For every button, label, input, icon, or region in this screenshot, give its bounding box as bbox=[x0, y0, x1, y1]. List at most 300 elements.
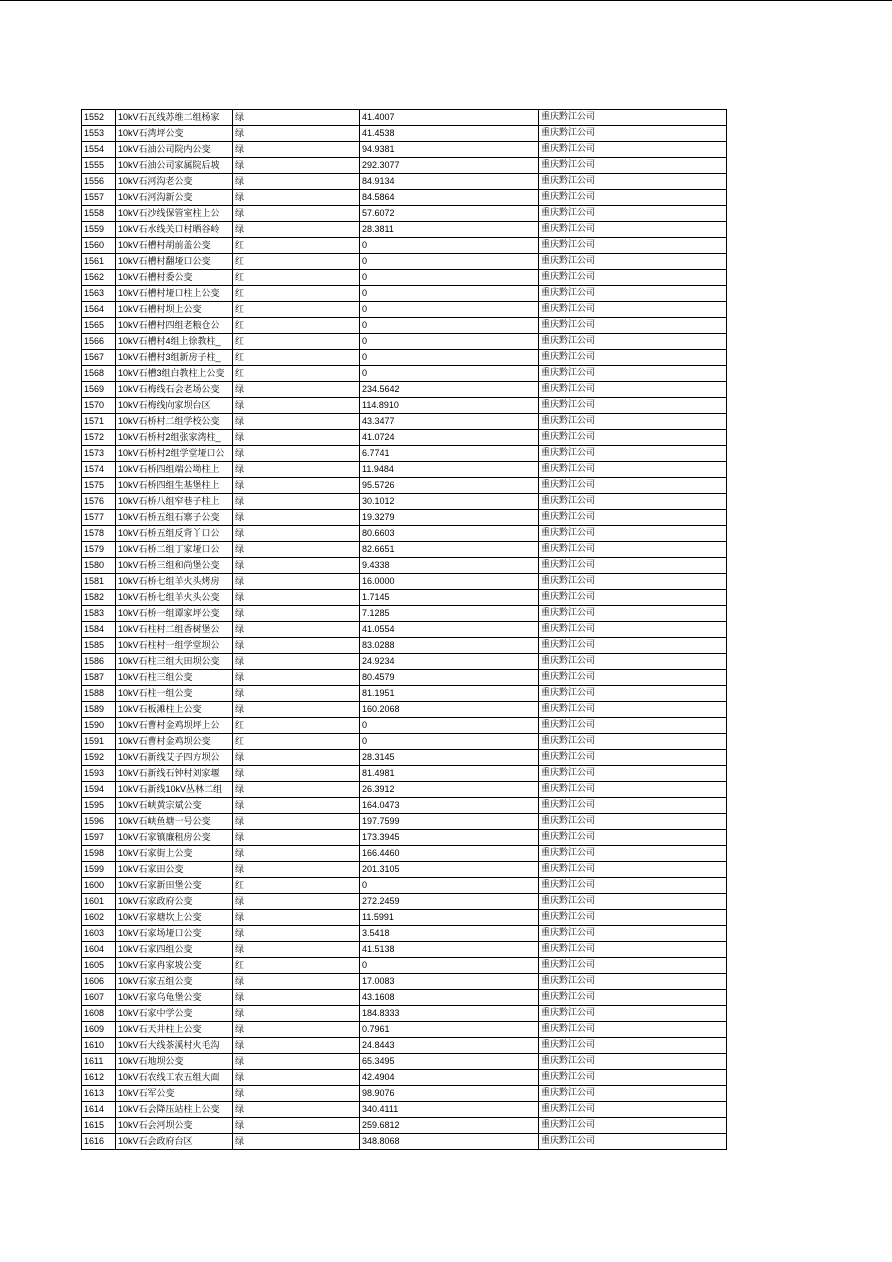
company-cell: 重庆黔江公司 bbox=[539, 894, 727, 910]
table-row bbox=[82, 254, 727, 270]
value-cell: 0.7961 bbox=[360, 1022, 539, 1038]
transformer-name-cell: 10kV石军公变 bbox=[116, 1086, 233, 1102]
transformer-name-cell: 10kV石柱村二组香树堡公 bbox=[116, 622, 233, 638]
value-cell: 17.0083 bbox=[360, 974, 539, 990]
row-id-cell: 1593 bbox=[82, 766, 116, 782]
status-cell: 红 bbox=[233, 334, 360, 350]
table-row bbox=[82, 1054, 727, 1070]
row-id-cell: 1570 bbox=[82, 398, 116, 414]
row-id-cell: 1573 bbox=[82, 446, 116, 462]
table-row bbox=[82, 270, 727, 286]
status-cell: 绿 bbox=[233, 766, 360, 782]
table-row bbox=[82, 542, 727, 558]
status-cell: 绿 bbox=[233, 686, 360, 702]
row-id-cell: 1563 bbox=[82, 286, 116, 302]
table-row bbox=[82, 622, 727, 638]
company-cell: 重庆黔江公司 bbox=[539, 494, 727, 510]
table-row bbox=[82, 814, 727, 830]
company-cell: 重庆黔江公司 bbox=[539, 446, 727, 462]
status-cell: 绿 bbox=[233, 798, 360, 814]
status-cell: 绿 bbox=[233, 190, 360, 206]
value-cell: 0 bbox=[360, 270, 539, 286]
table-row bbox=[82, 1006, 727, 1022]
table-row bbox=[82, 558, 727, 574]
status-cell: 红 bbox=[233, 270, 360, 286]
company-cell: 重庆黔江公司 bbox=[539, 1086, 727, 1102]
transformer-name-cell: 10kV石水线关口村晒谷岭 bbox=[116, 222, 233, 238]
value-cell: 348.8068 bbox=[360, 1134, 539, 1150]
value-cell: 41.0554 bbox=[360, 622, 539, 638]
company-cell: 重庆黔江公司 bbox=[539, 430, 727, 446]
page-top-rule bbox=[0, 0, 892, 1]
transformer-name-cell: 10kV石曹村金鸡坝坪上公 bbox=[116, 718, 233, 734]
company-cell: 重庆黔江公司 bbox=[539, 174, 727, 190]
status-cell: 绿 bbox=[233, 222, 360, 238]
row-id-cell: 1602 bbox=[82, 910, 116, 926]
transformer-name-cell: 10kV石家五组公变 bbox=[116, 974, 233, 990]
status-cell: 绿 bbox=[233, 1134, 360, 1150]
status-cell: 绿 bbox=[233, 142, 360, 158]
company-cell: 重庆黔江公司 bbox=[539, 238, 727, 254]
value-cell: 0 bbox=[360, 286, 539, 302]
transformer-name-cell: 10kV石桥七组羊火头公变 bbox=[116, 590, 233, 606]
status-cell: 绿 bbox=[233, 462, 360, 478]
value-cell: 24.9234 bbox=[360, 654, 539, 670]
status-cell: 绿 bbox=[233, 478, 360, 494]
company-cell: 重庆黔江公司 bbox=[539, 206, 727, 222]
status-cell: 绿 bbox=[233, 830, 360, 846]
company-cell: 重庆黔江公司 bbox=[539, 110, 727, 126]
value-cell: 80.6603 bbox=[360, 526, 539, 542]
transformer-name-cell: 10kV石瓦线苏维二组杨家 bbox=[116, 110, 233, 126]
transformer-name-cell: 10kV石湾坪公变 bbox=[116, 126, 233, 142]
status-cell: 绿 bbox=[233, 446, 360, 462]
status-cell: 绿 bbox=[233, 926, 360, 942]
status-cell: 绿 bbox=[233, 942, 360, 958]
row-id-cell: 1575 bbox=[82, 478, 116, 494]
transformer-name-cell: 10kV石家乌龟堡公变 bbox=[116, 990, 233, 1006]
status-cell: 绿 bbox=[233, 174, 360, 190]
table-row bbox=[82, 302, 727, 318]
company-cell: 重庆黔江公司 bbox=[539, 670, 727, 686]
value-cell: 0 bbox=[360, 350, 539, 366]
transformer-name-cell: 10kV石槽村翻垭口公变 bbox=[116, 254, 233, 270]
company-cell: 重庆黔江公司 bbox=[539, 478, 727, 494]
value-cell: 0 bbox=[360, 958, 539, 974]
value-cell: 28.3145 bbox=[360, 750, 539, 766]
table-row bbox=[82, 974, 727, 990]
transformer-name-cell: 10kV石梅线向家坝台区 bbox=[116, 398, 233, 414]
value-cell: 57.6072 bbox=[360, 206, 539, 222]
value-cell: 164.0473 bbox=[360, 798, 539, 814]
company-cell: 重庆黔江公司 bbox=[539, 318, 727, 334]
company-cell: 重庆黔江公司 bbox=[539, 414, 727, 430]
row-id-cell: 1567 bbox=[82, 350, 116, 366]
row-id-cell: 1578 bbox=[82, 526, 116, 542]
company-cell: 重庆黔江公司 bbox=[539, 1134, 727, 1150]
row-id-cell: 1581 bbox=[82, 574, 116, 590]
value-cell: 0 bbox=[360, 318, 539, 334]
status-cell: 红 bbox=[233, 878, 360, 894]
table-row bbox=[82, 606, 727, 622]
company-cell: 重庆黔江公司 bbox=[539, 574, 727, 590]
row-id-cell: 1557 bbox=[82, 190, 116, 206]
row-id-cell: 1558 bbox=[82, 206, 116, 222]
status-cell: 绿 bbox=[233, 702, 360, 718]
transformer-name-cell: 10kV石梅线石会老场公变 bbox=[116, 382, 233, 398]
company-cell: 重庆黔江公司 bbox=[539, 782, 727, 798]
row-id-cell: 1574 bbox=[82, 462, 116, 478]
table-row bbox=[82, 1086, 727, 1102]
status-cell: 红 bbox=[233, 350, 360, 366]
table-row bbox=[82, 398, 727, 414]
value-cell: 84.9134 bbox=[360, 174, 539, 190]
table-row bbox=[82, 286, 727, 302]
company-cell: 重庆黔江公司 bbox=[539, 334, 727, 350]
row-id-cell: 1588 bbox=[82, 686, 116, 702]
transformer-name-cell: 10kV石桥村2组学堂垭口公 bbox=[116, 446, 233, 462]
value-cell: 340.4111 bbox=[360, 1102, 539, 1118]
status-cell: 绿 bbox=[233, 638, 360, 654]
table-row bbox=[82, 574, 727, 590]
row-id-cell: 1614 bbox=[82, 1102, 116, 1118]
transformer-name-cell: 10kV石农线工农五组大面 bbox=[116, 1070, 233, 1086]
value-cell: 184.8333 bbox=[360, 1006, 539, 1022]
value-cell: 11.5991 bbox=[360, 910, 539, 926]
status-cell: 绿 bbox=[233, 622, 360, 638]
value-cell: 259.6812 bbox=[360, 1118, 539, 1134]
company-cell: 重庆黔江公司 bbox=[539, 286, 727, 302]
table-row bbox=[82, 1070, 727, 1086]
transformer-name-cell: 10kV石柱三组大田坝公变 bbox=[116, 654, 233, 670]
status-cell: 绿 bbox=[233, 1022, 360, 1038]
row-id-cell: 1608 bbox=[82, 1006, 116, 1022]
transformer-name-cell: 10kV石桥二组丁家垭口公 bbox=[116, 542, 233, 558]
transformer-name-cell: 10kV石槽村委公变 bbox=[116, 270, 233, 286]
row-id-cell: 1590 bbox=[82, 718, 116, 734]
table-row bbox=[82, 174, 727, 190]
row-id-cell: 1553 bbox=[82, 126, 116, 142]
value-cell: 1.7145 bbox=[360, 590, 539, 606]
row-id-cell: 1607 bbox=[82, 990, 116, 1006]
table-row bbox=[82, 1102, 727, 1118]
company-cell: 重庆黔江公司 bbox=[539, 126, 727, 142]
table-row bbox=[82, 1118, 727, 1134]
transformer-name-cell: 10kV石槽村4组上徐教柱_ bbox=[116, 334, 233, 350]
transformer-name-cell: 10kV石桥三组和尚堡公变 bbox=[116, 558, 233, 574]
table-row bbox=[82, 910, 727, 926]
status-cell: 红 bbox=[233, 302, 360, 318]
value-cell: 0 bbox=[360, 366, 539, 382]
status-cell: 绿 bbox=[233, 1054, 360, 1070]
company-cell: 重庆黔江公司 bbox=[539, 270, 727, 286]
status-cell: 红 bbox=[233, 318, 360, 334]
company-cell: 重庆黔江公司 bbox=[539, 734, 727, 750]
table-row bbox=[82, 126, 727, 142]
value-cell: 94.9381 bbox=[360, 142, 539, 158]
row-id-cell: 1612 bbox=[82, 1070, 116, 1086]
company-cell: 重庆黔江公司 bbox=[539, 1054, 727, 1070]
value-cell: 42.4904 bbox=[360, 1070, 539, 1086]
table-row bbox=[82, 590, 727, 606]
row-id-cell: 1559 bbox=[82, 222, 116, 238]
value-cell: 0 bbox=[360, 302, 539, 318]
table-row bbox=[82, 190, 727, 206]
table-body bbox=[82, 110, 727, 1150]
row-id-cell: 1597 bbox=[82, 830, 116, 846]
table-row bbox=[82, 702, 727, 718]
transformer-name-cell: 10kV石河沟老公变 bbox=[116, 174, 233, 190]
table-row bbox=[82, 894, 727, 910]
status-cell: 绿 bbox=[233, 782, 360, 798]
value-cell: 0 bbox=[360, 734, 539, 750]
status-cell: 绿 bbox=[233, 590, 360, 606]
value-cell: 26.3912 bbox=[360, 782, 539, 798]
transformer-name-cell: 10kV石桥五组反背丫口公 bbox=[116, 526, 233, 542]
transformer-name-cell: 10kV石桥七组羊火头烤房 bbox=[116, 574, 233, 590]
company-cell: 重庆黔江公司 bbox=[539, 846, 727, 862]
status-cell: 绿 bbox=[233, 1038, 360, 1054]
company-cell: 重庆黔江公司 bbox=[539, 910, 727, 926]
transformer-name-cell: 10kV石会河坝公变 bbox=[116, 1118, 233, 1134]
row-id-cell: 1555 bbox=[82, 158, 116, 174]
table-row bbox=[82, 334, 727, 350]
row-id-cell: 1577 bbox=[82, 510, 116, 526]
row-id-cell: 1594 bbox=[82, 782, 116, 798]
status-cell: 红 bbox=[233, 718, 360, 734]
value-cell: 24.8443 bbox=[360, 1038, 539, 1054]
value-cell: 41.5138 bbox=[360, 942, 539, 958]
company-cell: 重庆黔江公司 bbox=[539, 590, 727, 606]
status-cell: 绿 bbox=[233, 654, 360, 670]
transformer-name-cell: 10kV石家四组公变 bbox=[116, 942, 233, 958]
value-cell: 0 bbox=[360, 878, 539, 894]
status-cell: 绿 bbox=[233, 606, 360, 622]
company-cell: 重庆黔江公司 bbox=[539, 926, 727, 942]
company-cell: 重庆黔江公司 bbox=[539, 1006, 727, 1022]
row-id-cell: 1606 bbox=[82, 974, 116, 990]
transformer-name-cell: 10kV石家塘坎上公变 bbox=[116, 910, 233, 926]
table-row bbox=[82, 494, 727, 510]
value-cell: 81.1951 bbox=[360, 686, 539, 702]
transformer-name-cell: 10kV石家政府公变 bbox=[116, 894, 233, 910]
status-cell: 绿 bbox=[233, 494, 360, 510]
row-id-cell: 1565 bbox=[82, 318, 116, 334]
value-cell: 19.3279 bbox=[360, 510, 539, 526]
table-row bbox=[82, 990, 727, 1006]
status-cell: 红 bbox=[233, 734, 360, 750]
value-cell: 82.6651 bbox=[360, 542, 539, 558]
transformer-name-cell: 10kV石峡黄宗斌公变 bbox=[116, 798, 233, 814]
table-row bbox=[82, 686, 727, 702]
value-cell: 0 bbox=[360, 334, 539, 350]
company-cell: 重庆黔江公司 bbox=[539, 142, 727, 158]
value-cell: 30.1012 bbox=[360, 494, 539, 510]
table-row bbox=[82, 238, 727, 254]
row-id-cell: 1587 bbox=[82, 670, 116, 686]
status-cell: 绿 bbox=[233, 510, 360, 526]
table-row bbox=[82, 942, 727, 958]
transformer-name-cell: 10kV石槽村3组新房子柱_ bbox=[116, 350, 233, 366]
transformer-name-cell: 10kV石新线艾子四方坝公 bbox=[116, 750, 233, 766]
row-id-cell: 1611 bbox=[82, 1054, 116, 1070]
company-cell: 重庆黔江公司 bbox=[539, 830, 727, 846]
company-cell: 重庆黔江公司 bbox=[539, 398, 727, 414]
row-id-cell: 1576 bbox=[82, 494, 116, 510]
status-cell: 绿 bbox=[233, 158, 360, 174]
status-cell: 绿 bbox=[233, 1086, 360, 1102]
row-id-cell: 1599 bbox=[82, 862, 116, 878]
value-cell: 41.4007 bbox=[360, 110, 539, 126]
transformer-name-cell: 10kV石曹村金鸡坝公变 bbox=[116, 734, 233, 750]
status-cell: 绿 bbox=[233, 862, 360, 878]
company-cell: 重庆黔江公司 bbox=[539, 302, 727, 318]
transformer-name-cell: 10kV石家中学公变 bbox=[116, 1006, 233, 1022]
table-row bbox=[82, 750, 727, 766]
table-row bbox=[82, 110, 727, 126]
row-id-cell: 1605 bbox=[82, 958, 116, 974]
status-cell: 绿 bbox=[233, 398, 360, 414]
company-cell: 重庆黔江公司 bbox=[539, 366, 727, 382]
value-cell: 0 bbox=[360, 718, 539, 734]
table-row bbox=[82, 958, 727, 974]
status-cell: 绿 bbox=[233, 526, 360, 542]
transformer-name-cell: 10kV石家冉家坡公变 bbox=[116, 958, 233, 974]
company-cell: 重庆黔江公司 bbox=[539, 686, 727, 702]
transformer-name-cell: 10kV石桥四组端公坳柱上 bbox=[116, 462, 233, 478]
company-cell: 重庆黔江公司 bbox=[539, 638, 727, 654]
value-cell: 65.3495 bbox=[360, 1054, 539, 1070]
company-cell: 重庆黔江公司 bbox=[539, 942, 727, 958]
company-cell: 重庆黔江公司 bbox=[539, 862, 727, 878]
company-cell: 重庆黔江公司 bbox=[539, 382, 727, 398]
table-row bbox=[82, 1022, 727, 1038]
status-cell: 绿 bbox=[233, 382, 360, 398]
transformer-name-cell: 10kV石家新田堡公变 bbox=[116, 878, 233, 894]
value-cell: 95.5726 bbox=[360, 478, 539, 494]
value-cell: 9.4338 bbox=[360, 558, 539, 574]
row-id-cell: 1598 bbox=[82, 846, 116, 862]
transformer-name-cell: 10kV石天井柱上公变 bbox=[116, 1022, 233, 1038]
value-cell: 11.9484 bbox=[360, 462, 539, 478]
row-id-cell: 1583 bbox=[82, 606, 116, 622]
company-cell: 重庆黔江公司 bbox=[539, 718, 727, 734]
table-row bbox=[82, 654, 727, 670]
value-cell: 16.0000 bbox=[360, 574, 539, 590]
table-row bbox=[82, 382, 727, 398]
value-cell: 201.3105 bbox=[360, 862, 539, 878]
transformer-name-cell: 10kV石河沟新公变 bbox=[116, 190, 233, 206]
value-cell: 0 bbox=[360, 238, 539, 254]
transformer-name-cell: 10kV石柱三组公变 bbox=[116, 670, 233, 686]
row-id-cell: 1604 bbox=[82, 942, 116, 958]
row-id-cell: 1610 bbox=[82, 1038, 116, 1054]
company-cell: 重庆黔江公司 bbox=[539, 1022, 727, 1038]
table-row bbox=[82, 926, 727, 942]
company-cell: 重庆黔江公司 bbox=[539, 974, 727, 990]
value-cell: 272.2459 bbox=[360, 894, 539, 910]
transformer-name-cell: 10kV石桥一组谭家坪公变 bbox=[116, 606, 233, 622]
status-cell: 绿 bbox=[233, 430, 360, 446]
value-cell: 234.5642 bbox=[360, 382, 539, 398]
status-cell: 绿 bbox=[233, 814, 360, 830]
table-row bbox=[82, 158, 727, 174]
company-cell: 重庆黔江公司 bbox=[539, 702, 727, 718]
transformer-name-cell: 10kV石会政府台区 bbox=[116, 1134, 233, 1150]
row-id-cell: 1568 bbox=[82, 366, 116, 382]
company-cell: 重庆黔江公司 bbox=[539, 766, 727, 782]
value-cell: 84.5864 bbox=[360, 190, 539, 206]
company-cell: 重庆黔江公司 bbox=[539, 158, 727, 174]
transformer-name-cell: 10kV石桥四组生基堡柱上 bbox=[116, 478, 233, 494]
row-id-cell: 1601 bbox=[82, 894, 116, 910]
table-row bbox=[82, 222, 727, 238]
status-cell: 红 bbox=[233, 366, 360, 382]
row-id-cell: 1584 bbox=[82, 622, 116, 638]
status-cell: 绿 bbox=[233, 110, 360, 126]
table-row bbox=[82, 638, 727, 654]
row-id-cell: 1560 bbox=[82, 238, 116, 254]
row-id-cell: 1592 bbox=[82, 750, 116, 766]
row-id-cell: 1572 bbox=[82, 430, 116, 446]
transformer-name-cell: 10kV石家街上公变 bbox=[116, 846, 233, 862]
status-cell: 绿 bbox=[233, 990, 360, 1006]
company-cell: 重庆黔江公司 bbox=[539, 462, 727, 478]
table-row bbox=[82, 846, 727, 862]
row-id-cell: 1580 bbox=[82, 558, 116, 574]
status-cell: 红 bbox=[233, 286, 360, 302]
company-cell: 重庆黔江公司 bbox=[539, 990, 727, 1006]
table-row bbox=[82, 798, 727, 814]
transformer-name-cell: 10kV石新线10kV丛林二组 bbox=[116, 782, 233, 798]
value-cell: 7.1285 bbox=[360, 606, 539, 622]
company-cell: 重庆黔江公司 bbox=[539, 222, 727, 238]
row-id-cell: 1582 bbox=[82, 590, 116, 606]
value-cell: 0 bbox=[360, 254, 539, 270]
transformer-name-cell: 10kV石桥村2组张家湾柱_ bbox=[116, 430, 233, 446]
table-row bbox=[82, 318, 727, 334]
company-cell: 重庆黔江公司 bbox=[539, 750, 727, 766]
table-row bbox=[82, 718, 727, 734]
status-cell: 绿 bbox=[233, 670, 360, 686]
transformer-name-cell: 10kV石槽村垭口柱上公变 bbox=[116, 286, 233, 302]
company-cell: 重庆黔江公司 bbox=[539, 542, 727, 558]
row-id-cell: 1579 bbox=[82, 542, 116, 558]
status-cell: 绿 bbox=[233, 574, 360, 590]
table-row bbox=[82, 830, 727, 846]
status-cell: 绿 bbox=[233, 542, 360, 558]
transformer-data-table bbox=[81, 109, 727, 1150]
row-id-cell: 1571 bbox=[82, 414, 116, 430]
row-id-cell: 1586 bbox=[82, 654, 116, 670]
row-id-cell: 1615 bbox=[82, 1118, 116, 1134]
value-cell: 28.3811 bbox=[360, 222, 539, 238]
transformer-name-cell: 10kV石柱村一组学堂坝公 bbox=[116, 638, 233, 654]
transformer-name-cell: 10kV石槽村四组老粮仓公 bbox=[116, 318, 233, 334]
row-id-cell: 1603 bbox=[82, 926, 116, 942]
value-cell: 197.7599 bbox=[360, 814, 539, 830]
value-cell: 41.0724 bbox=[360, 430, 539, 446]
status-cell: 绿 bbox=[233, 1102, 360, 1118]
table-row bbox=[82, 430, 727, 446]
status-cell: 红 bbox=[233, 238, 360, 254]
status-cell: 绿 bbox=[233, 558, 360, 574]
value-cell: 83.0288 bbox=[360, 638, 539, 654]
company-cell: 重庆黔江公司 bbox=[539, 814, 727, 830]
row-id-cell: 1589 bbox=[82, 702, 116, 718]
company-cell: 重庆黔江公司 bbox=[539, 798, 727, 814]
company-cell: 重庆黔江公司 bbox=[539, 654, 727, 670]
